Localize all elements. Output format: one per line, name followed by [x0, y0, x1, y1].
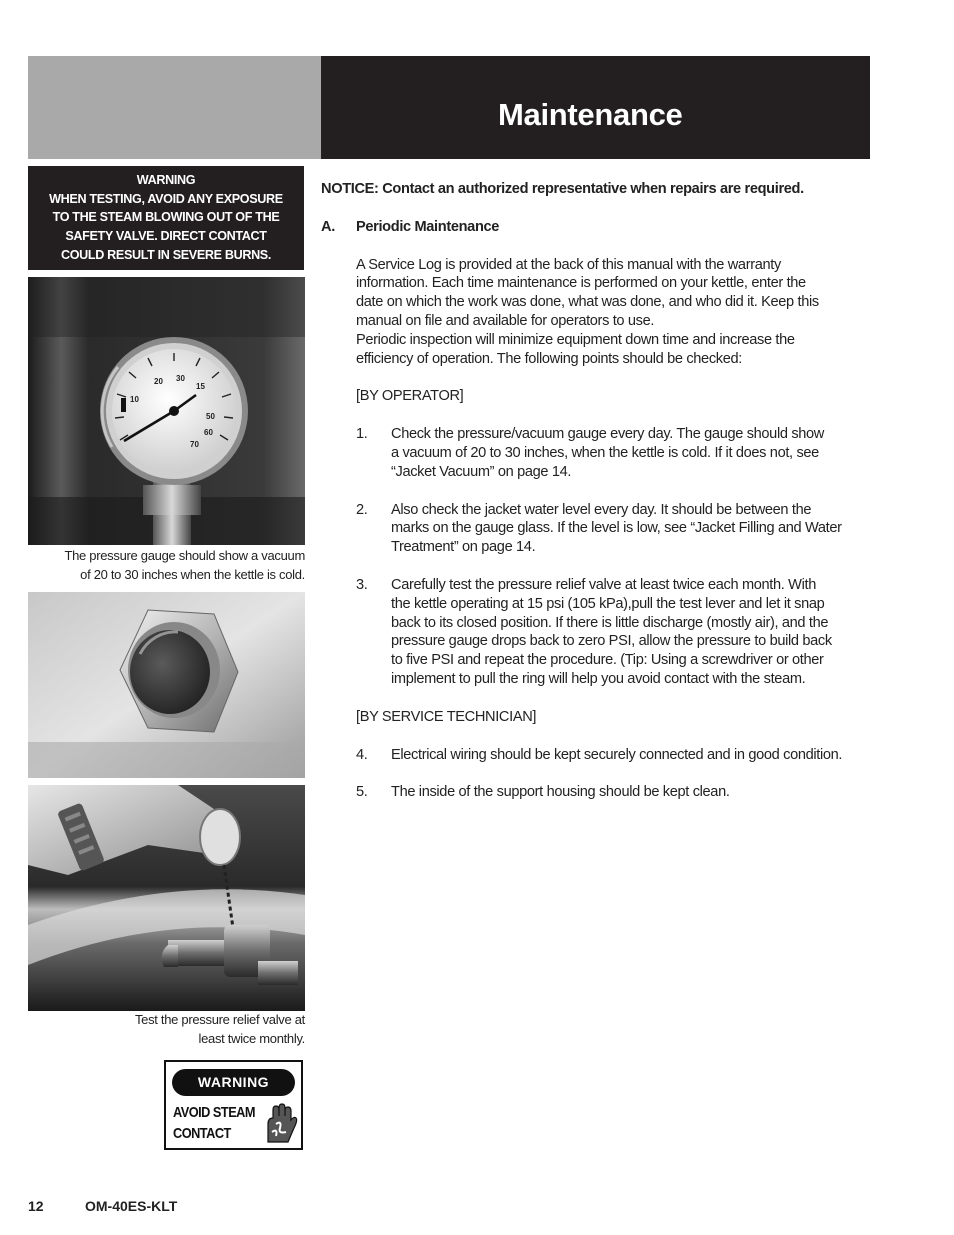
sign-banner	[172, 1069, 295, 1096]
text-line: back to its closed position. If there is little discharge (mostly air), and the	[391, 614, 829, 631]
warning-box	[28, 166, 304, 270]
gauge-tick-label: 70	[190, 440, 199, 449]
list-item	[356, 746, 866, 765]
warning-line: COULD RESULT IN SEVERE BURNS.	[60, 247, 272, 262]
main-content	[321, 180, 866, 802]
sign-banner-text: WARNING	[197, 1074, 270, 1090]
item-number: 1.	[356, 426, 368, 443]
item-number: 3.	[356, 576, 368, 593]
list-item	[356, 783, 866, 802]
page-number: 12	[28, 1198, 44, 1214]
sight-glass-photo	[28, 592, 305, 778]
relief-valve-photo	[28, 785, 305, 1011]
text-line: to five PSI and repeat the procedure. (Tip: Using a screwdriver or other	[391, 652, 824, 669]
steam-hand-icon	[262, 1102, 300, 1151]
avoid-steam-warning-sign	[164, 1060, 303, 1150]
gauge-tick-label: 60	[204, 428, 213, 437]
text-line: Carefully test the pressure relief valve at least twice each month. With	[391, 576, 816, 593]
caption-line: of 20 to 30 inches when the kettle is cold.	[80, 566, 305, 582]
list-item	[356, 425, 866, 481]
text-line: Electrical wiring should be kept securely connected and in good condition.	[391, 746, 843, 763]
caption-line: The pressure gauge should show a vacuum	[64, 548, 305, 563]
text-line: A Service Log is provided at the back of this manual with the warranty	[356, 256, 781, 273]
text-line: “Jacket Vacuum” on page 14.	[391, 463, 572, 480]
header-gray-band	[28, 56, 321, 159]
sign-line: AVOID STEAM	[173, 1104, 255, 1121]
sign-line: CONTACT	[173, 1125, 231, 1142]
section-heading	[321, 218, 866, 237]
caption-line: Test the pressure relief valve at	[134, 1012, 305, 1027]
gauge-tick-label: 20	[154, 377, 163, 386]
valve-caption	[135, 1011, 305, 1048]
sign-text	[173, 1102, 255, 1144]
caption-line: least twice monthly.	[198, 1030, 305, 1046]
gauge-caption	[64, 547, 305, 584]
text-line: implement to pull the ring will help you avoid contact with the steam.	[391, 670, 806, 687]
text-line: Check the pressure/vacuum gauge every day. The gauge should show	[391, 426, 824, 443]
header-black-band	[321, 56, 870, 159]
list-item	[356, 576, 866, 689]
gauge-tick-label: 50	[206, 412, 215, 421]
operator-heading: [BY OPERATOR]	[356, 388, 464, 405]
pressure-gauge-photo	[28, 277, 305, 545]
gauge-tick-label: 10	[130, 395, 139, 404]
warning-line: WARNING	[136, 173, 196, 187]
section-title: Periodic Maintenance	[356, 218, 500, 235]
text-line: date on which the work was done, what was done, and who did it. Keep this	[356, 294, 819, 311]
intro-paragraph	[356, 256, 866, 369]
text-line: pressure gauge drops back to zero PSI, allow the pressure to build back	[391, 633, 832, 650]
notice: NOTICE: Contact an authorized representative when repairs are required.	[321, 181, 804, 197]
text-line: The inside of the support housing should be kept clean.	[391, 784, 730, 801]
warning-line: TO THE STEAM BLOWING OUT OF THE	[52, 210, 280, 225]
item-number: 5.	[356, 784, 368, 801]
item-number: 4.	[356, 746, 368, 763]
text-line: Treatment” on page 14.	[391, 539, 536, 556]
page-title: Maintenance	[498, 97, 683, 132]
item-number: 2.	[356, 501, 368, 518]
text-line: a vacuum of 20 to 30 inches, when the kettle is cold. If it does not, see	[391, 444, 819, 461]
text-line: Also check the jacket water level every day. It should be between the	[391, 501, 812, 518]
warning-line: SAFETY VALVE. DIRECT CONTACT	[65, 229, 267, 244]
section-label: A.	[321, 218, 335, 235]
text-line: information. Each time maintenance is performed on your kettle, enter the	[356, 275, 806, 292]
text-line: the kettle operating at 15 psi (105 kPa),pull the test lever and let it snap	[391, 595, 825, 612]
text-line: Periodic inspection will minimize equipment down time and increase the	[356, 331, 795, 348]
document-code: OM-40ES-KLT	[85, 1198, 178, 1214]
warning-line: WHEN TESTING, AVOID ANY EXPOSURE	[49, 191, 283, 206]
gauge-tick-label: 15	[196, 382, 205, 391]
list-item	[356, 501, 866, 557]
text-line: manual on file and available for operators to use.	[356, 312, 655, 329]
text-line: efficiency of operation. The following points should be checked:	[356, 350, 742, 367]
text-line: marks on the gauge glass. If the level is low, see “Jacket Filling and Water	[391, 520, 842, 537]
gauge-tick-label: 30	[176, 374, 185, 383]
technician-heading: [BY SERVICE TECHNICIAN]	[356, 708, 537, 725]
page-footer	[28, 1198, 177, 1214]
